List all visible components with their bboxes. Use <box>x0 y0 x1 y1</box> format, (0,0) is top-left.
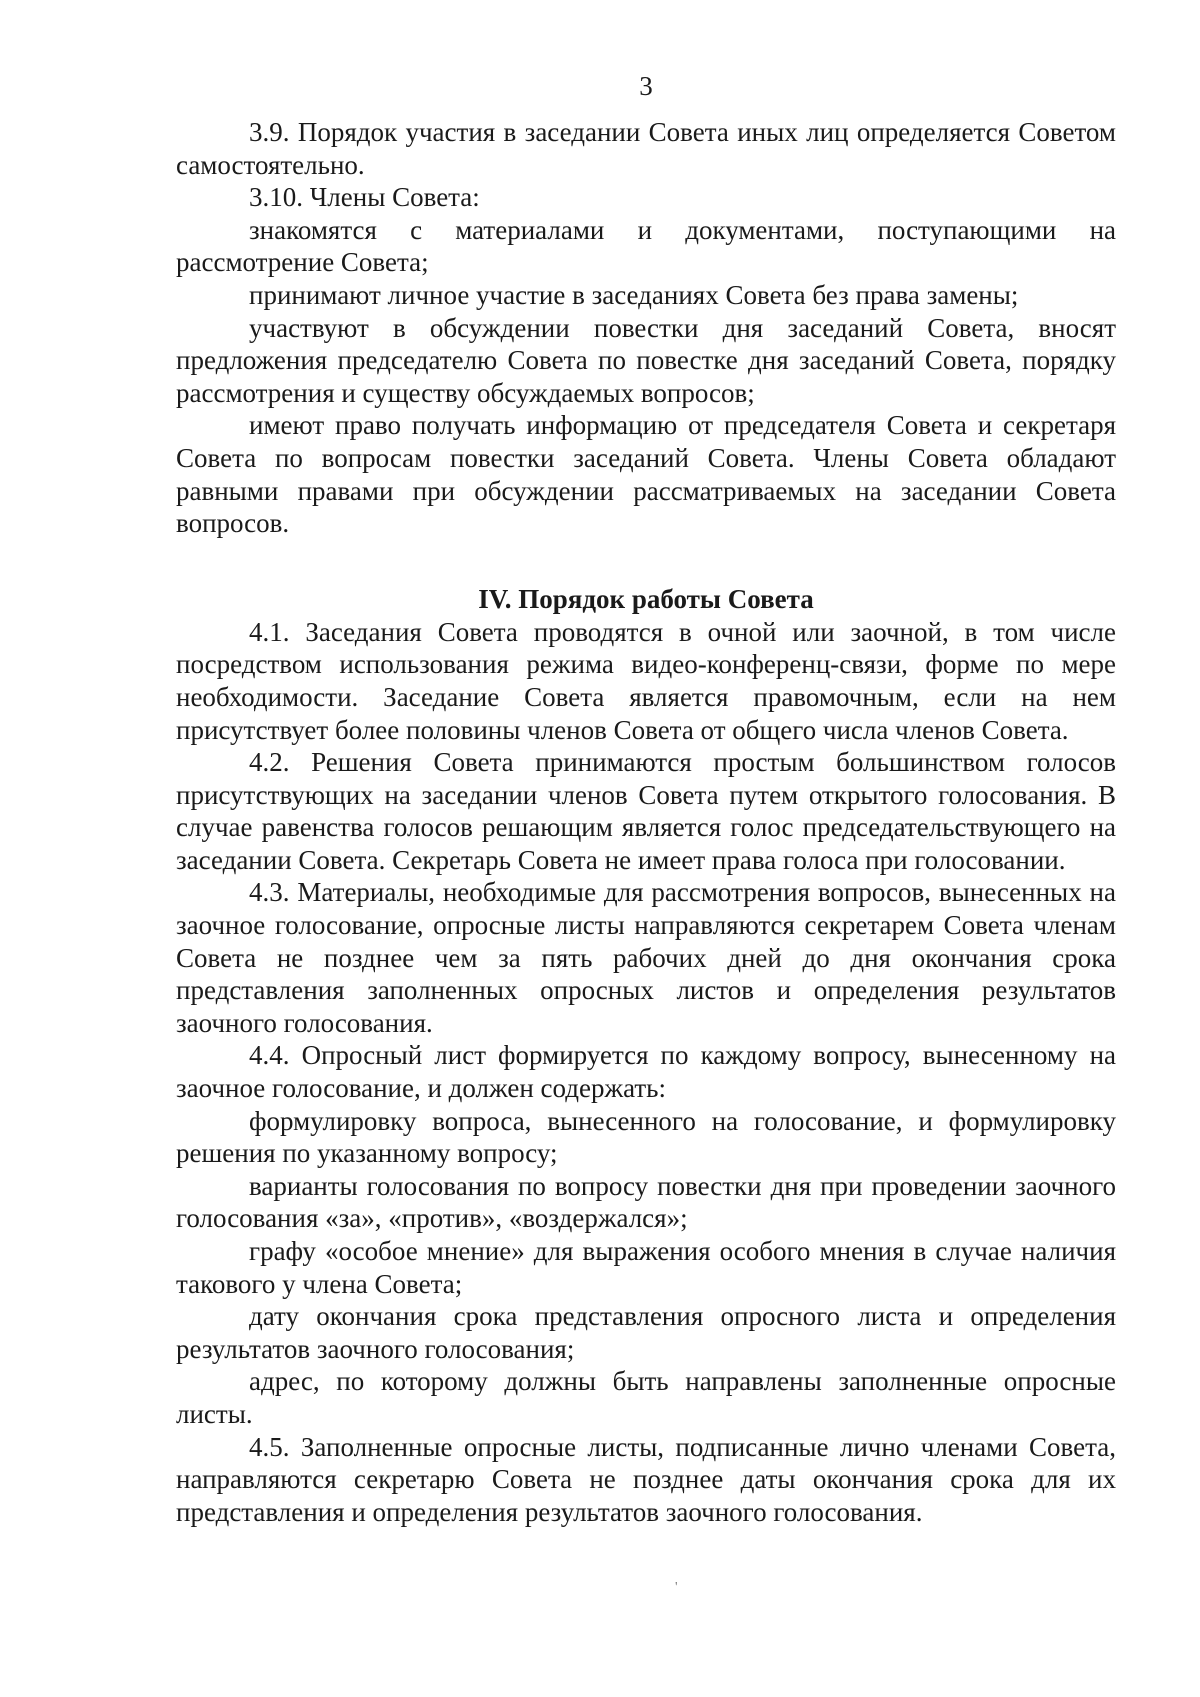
paragraph-4-4: 4.4. Опросный лист формируется по каждому вопросу, вынесенному на заочное голосование, и должен содержать: <box>176 1040 1116 1104</box>
list-item: формулировку вопроса, вынесенного на голосование, и формулировку решения по указанному вопросу; <box>176 1105 1116 1169</box>
paragraph-3-9: 3.9. Порядок участия в заседании Совета иных лиц определяется Советом самостоятельно. <box>176 117 1116 180</box>
list-item: дату окончания срока представления опросного листа и определения результатов заочного голосования; <box>176 1301 1116 1364</box>
paragraph-3-10: 3.10. Члены Совета: <box>249 182 480 213</box>
list-item: знакомятся с материалами и документами, поступающими на рассмотрение Совета; <box>176 214 1116 278</box>
list-item: варианты голосования по вопросу повестки дня при проведении заочного голосования «за», «против», «воздержался»; <box>176 1170 1116 1234</box>
scan-speck: ' <box>675 1580 678 1595</box>
list-item: имеют право получать информацию от председателя Совета и секретаря Совета по вопросам повестки заседаний Совета. Члены Совета обладают равными правами при обсуждении рассматриваемых на заседании Совета вопросов. <box>176 410 1116 539</box>
paragraph-4-1: 4.1. Заседания Совета проводятся в очной или заочной, в том числе посредством использования режима видео-конференц-связи, форме по мере необходимости. Заседание Совета является правомочным, если на нем присутствует более половины членов Совета от общего числа членов Совета. <box>176 616 1116 745</box>
list-item: графу «особое мнение» для выражения особого мнения в случае наличия такового у члена Совета; <box>176 1236 1116 1299</box>
document-body <box>176 116 1116 1528</box>
list-item: адрес, по которому должны быть направлены заполненные опросные листы. <box>176 1366 1116 1429</box>
paragraph-4-5: 4.5. Заполненные опросные листы, подписанные лично членами Совета, направляются секретарю Совета не позднее даты окончания срока для их представления и определения результатов заочного голосования. <box>176 1431 1116 1527</box>
list-item: участвуют в обсуждении повестки дня заседаний Совета, вносят предложения председателю Совета по повестке дня заседаний Совета, порядку рассмотрения и существу обсуждаемых вопросов; <box>176 312 1116 408</box>
paragraph-4-2: 4.2. Решения Совета принимаются простым большинством голосов присутствующих на заседании членов Совета путем открытого голосования. В случае равенства голосов решающим является голос председательствующего на заседании Совета. Секретарь Совета не имеет права голоса при голосовании. <box>176 747 1116 875</box>
page-number: 3 <box>639 71 653 101</box>
section-heading: IV. Порядок работы Совета <box>478 583 814 614</box>
list-item: принимают личное участие в заседаниях Совета без права замены; <box>249 279 1019 310</box>
paragraph-4-3: 4.3. Материалы, необходимые для рассмотрения вопросов, вынесенных на заочное голосование, опросные листы направляются секретарем Совета членам Совета не позднее чем за пять рабочих дней до дня окончания срока представления заполненных опросных листов и определения результатов заочного голосования. <box>176 877 1116 1038</box>
